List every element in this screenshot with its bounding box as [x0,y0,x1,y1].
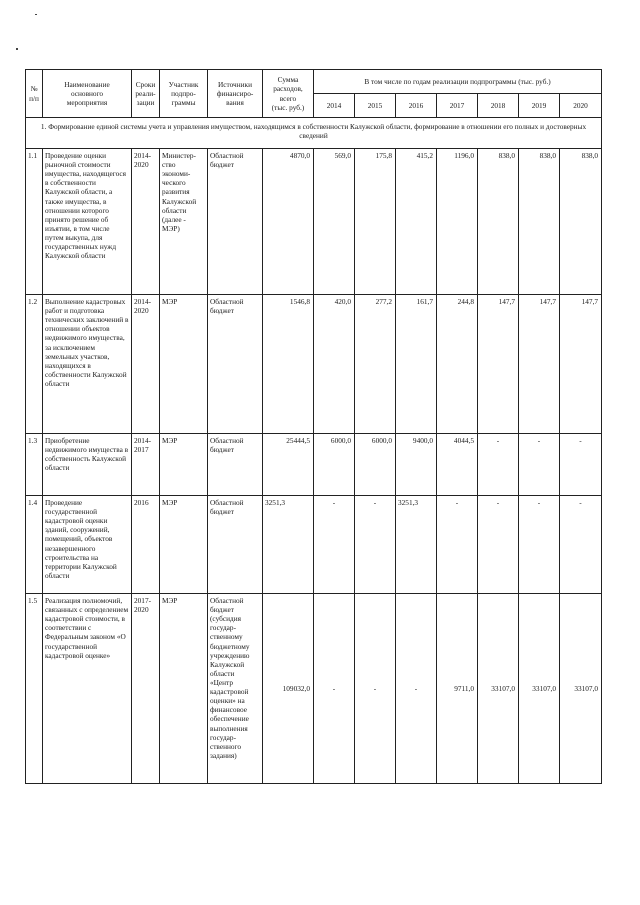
event-source: Областной бюджет [208,434,263,496]
event-total: 1546,8 [263,295,314,434]
event-term: 2014- 2020 [132,295,160,434]
year-value: - [560,496,602,594]
header-year: 2020 [560,94,602,118]
header-by-years: В том числе по годам реализации подпрограммы (тыс. руб.) [314,70,602,94]
header-sources: Источники финансиро- вания [208,70,263,118]
event-source: Областной бюджет [208,295,263,434]
year-value: 1196,0 [437,149,478,295]
year-value: 6000,0 [314,434,355,496]
section-title: 1. Формирование единой системы учета и управления имуществом, находящимся в собственности Калужской области, формирование в отношении его полных и достоверных сведений [26,118,602,149]
year-value: 838,0 [519,149,560,295]
year-value: 838,0 [478,149,519,295]
year-value: - [355,594,396,784]
scan-speck [16,48,18,50]
event-name: Проведение оценки рыночной стоимости имущества, находящегося в собственности Калужской области, а также имущества, в отношении которого принято решение об изъятии, в том числе путем выкупа, для государственных нужд Калужской области [43,149,132,295]
year-value: - [478,496,519,594]
event-name: Приобретение недвижимого имущества в собственность Калужской области [43,434,132,496]
year-value: - [314,496,355,594]
year-value: 147,7 [478,295,519,434]
event-total: 25444,5 [263,434,314,496]
header-total: Сумма расходов, всего (тыс. руб.) [263,70,314,118]
header-year: 2014 [314,94,355,118]
header-year: 2015 [355,94,396,118]
event-total: 3251,3 [263,496,314,594]
year-value: - [396,594,437,784]
year-value: - [478,434,519,496]
header-year: 2018 [478,94,519,118]
event-participant: МЭР [160,434,208,496]
row-number: 1.2 [26,295,43,434]
header-year: 2019 [519,94,560,118]
year-value: 147,7 [560,295,602,434]
year-value: 415,2 [396,149,437,295]
event-source: Областной бюджет (субсидия государ- ственному бюджетному учреждению Калужской области «Центр кадастровой оценки» на финансовое обеспечение выполнения государ- ственного задания) [208,594,263,784]
header-participant: Участник подпро- граммы [160,70,208,118]
year-value: 147,7 [519,295,560,434]
event-name: Проведение государственной кадастровой оценки зданий, сооружений, помещений, объектов незавершенного строительства на территории Калужской области [43,496,132,594]
year-value: 3251,3 [396,496,437,594]
year-value: - [560,434,602,496]
row-number: 1.1 [26,149,43,295]
table-row [26,295,602,434]
scan-speck [35,14,37,15]
year-value: 4044,5 [437,434,478,496]
row-number: 1.5 [26,594,43,784]
event-name: Выполнение кадастровых работ и подготовка технических заключений в отношении объектов недвижимого имущества, за исключением земельных участков, находящихся в собственности Калужской области [43,295,132,434]
year-value: - [519,496,560,594]
header-number: № п/п [26,70,43,118]
year-value: - [355,496,396,594]
year-value: 420,0 [314,295,355,434]
event-term: 2014- 2017 [132,434,160,496]
year-value: 569,0 [314,149,355,295]
event-term: 2014- 2020 [132,149,160,295]
header-term: Сроки реали- зации [132,70,160,118]
event-participant: МЭР [160,496,208,594]
event-term: 2017- 2020 [132,594,160,784]
year-value: 33107,0 [560,594,602,784]
year-value: 277,2 [355,295,396,434]
event-participant: МЭР [160,295,208,434]
event-name: Реализация полномочий, связанных с определением кадастровой стоимости, в соответствии с Федеральным законом «О государственной кадастровой оценке» [43,594,132,784]
event-total: 109032,0 [263,594,314,784]
row-number: 1.3 [26,434,43,496]
year-value: 161,7 [396,295,437,434]
year-value: 6000,0 [355,434,396,496]
year-value: 9400,0 [396,434,437,496]
event-participant: Министер- ство экономи- ческого развития Калужской области (далее - МЭР) [160,149,208,295]
table-row [26,496,602,594]
year-value: 9711,0 [437,594,478,784]
year-value: 838,0 [560,149,602,295]
event-total: 4870,0 [263,149,314,295]
program-events-table [25,69,602,784]
year-value: 33107,0 [519,594,560,784]
year-value: 175,8 [355,149,396,295]
event-participant: МЭР [160,594,208,784]
table-row [26,434,602,496]
table-row [26,149,602,295]
year-value: 33107,0 [478,594,519,784]
event-term: 2016 [132,496,160,594]
table-row [26,594,602,784]
header-year: 2017 [437,94,478,118]
header-year: 2016 [396,94,437,118]
year-value: - [437,496,478,594]
year-value: - [519,434,560,496]
year-value: - [314,594,355,784]
header-event-name: Наименование основного мероприятия [43,70,132,118]
event-source: Областной бюджет [208,149,263,295]
year-value: 244,8 [437,295,478,434]
event-source: Областной бюджет [208,496,263,594]
row-number: 1.4 [26,496,43,594]
